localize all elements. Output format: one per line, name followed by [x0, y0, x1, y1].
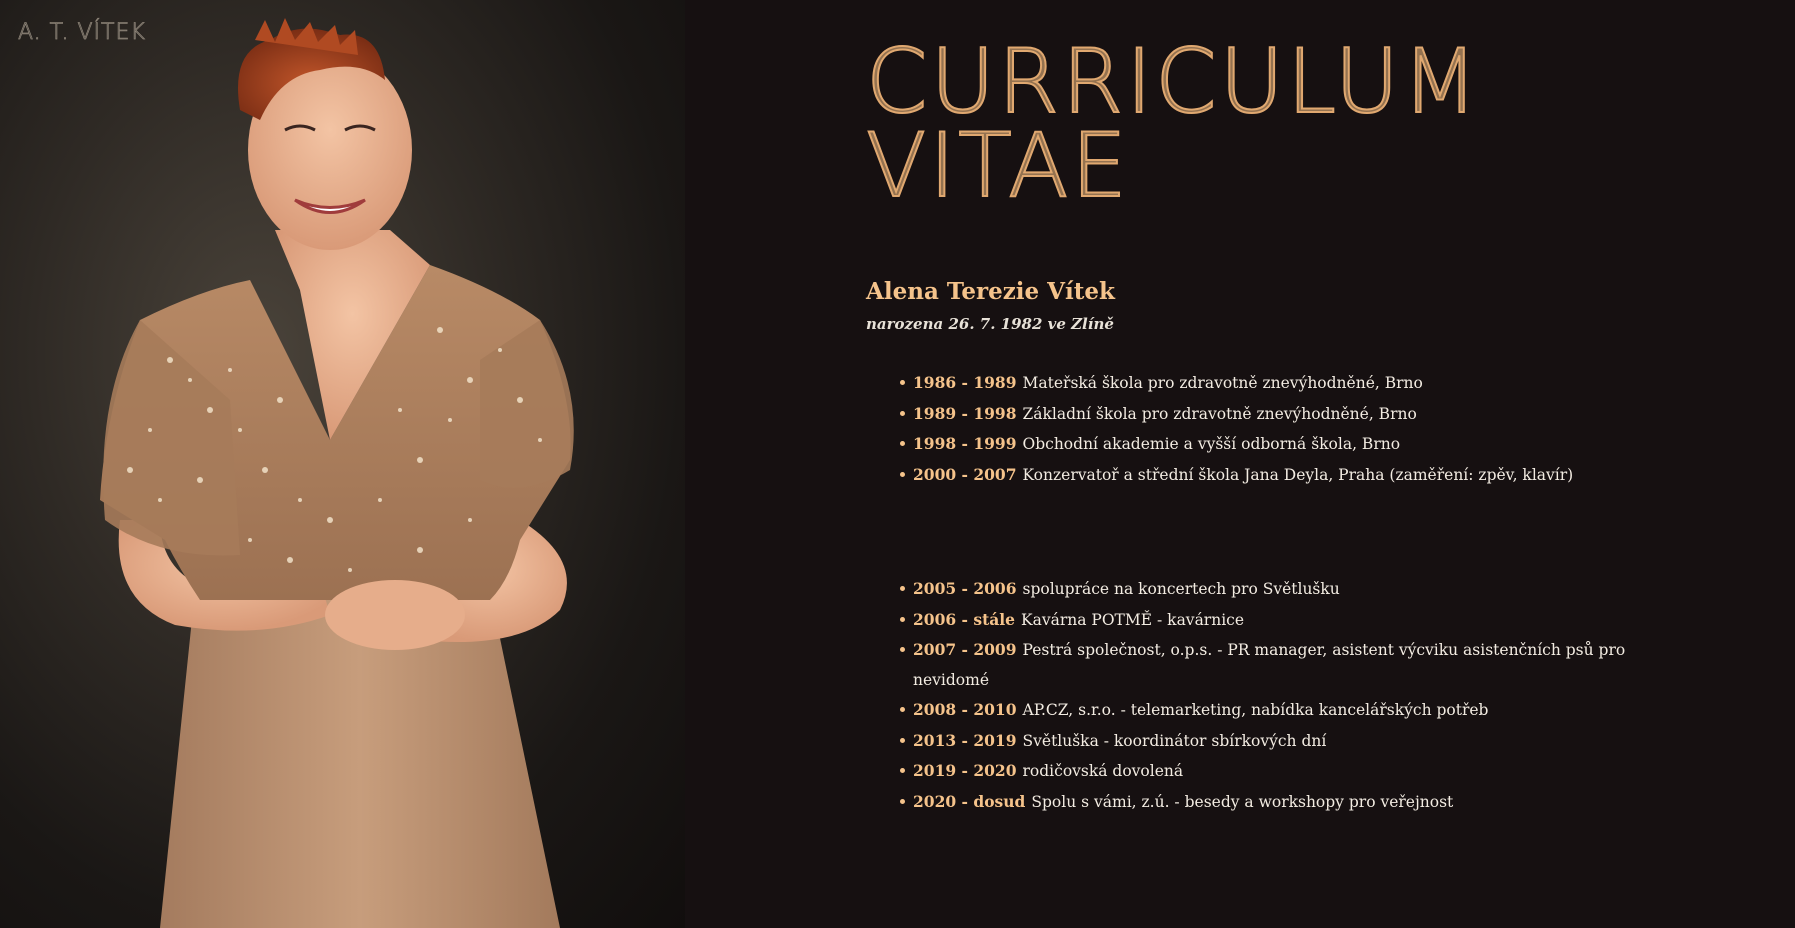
page-title-line-1: CURRICULUM [866, 30, 1481, 133]
work-years: 2008 - 2010 [913, 700, 1017, 719]
portrait-illustration [0, 0, 685, 928]
work-years: 2006 - stále [913, 609, 1016, 629]
work-text: AP.CZ, s.r.o. - telemarketing, nabídka kancelářských potřeb [1022, 701, 1489, 719]
education-years: 1986 - 1989 [913, 373, 1017, 392]
work-years: 2019 - 2020 [913, 761, 1017, 780]
work-text: rodičovská dovolená [1022, 762, 1184, 780]
education-item [913, 460, 1633, 491]
education-years: 2000 - 2007 [913, 464, 1017, 484]
education-item [913, 368, 1633, 399]
portrait-photo [0, 0, 685, 928]
work-text: spolupráce na koncertech pro Světlušku [1022, 580, 1340, 598]
cv-content [866, 0, 1736, 928]
work-text: Kavárna POTMĚ - kavárnice [1021, 610, 1245, 629]
work-years: 2013 - 2019 [913, 730, 1017, 750]
person-name: Alena Terezie Vítek [866, 278, 1115, 305]
work-years: 2007 - 2009 [913, 640, 1017, 659]
site-logo[interactable]: A. T. VÍTEK [18, 20, 146, 45]
work-item [913, 787, 1633, 818]
work-years: 2020 - dosud [913, 791, 1026, 811]
page-title [866, 30, 1481, 217]
work-text: Světluška - koordinátor sbírkových dní [1022, 731, 1327, 750]
birth-info: narozena 26. 7. 1982 ve Zlíně [866, 315, 1114, 333]
work-item [913, 726, 1633, 757]
page-title-line-2: VITAE [866, 114, 1130, 217]
education-item [913, 429, 1633, 460]
education-text: Mateřská škola pro zdravotně znevýhodněné, Brno [1022, 374, 1423, 392]
education-text: Konzervatoř a střední škola Jana Deyla, Praha (zaměření: zpěv, klavír) [1022, 465, 1574, 484]
work-list [866, 574, 1633, 817]
education-text: Obchodní akademie a vyšší odborná škola, Brno [1022, 435, 1401, 453]
education-years: 1998 - 1999 [913, 434, 1017, 453]
work-item [913, 574, 1633, 605]
work-years: 2005 - 2006 [913, 579, 1017, 598]
education-text: Základní škola pro zdravotně znevýhodněné, Brno [1022, 404, 1417, 423]
work-text: Pestrá společnost, o.p.s. - PR manager, asistent výcviku asistenčních psů pro nevidomé [913, 641, 1626, 689]
work-item [913, 695, 1633, 726]
education-item [913, 399, 1633, 430]
work-item [913, 756, 1633, 787]
work-item [913, 605, 1633, 636]
education-years: 1989 - 1998 [913, 403, 1017, 423]
education-list [866, 368, 1633, 490]
work-text: Spolu s vámi, z.ú. - besedy a workshopy pro veřejnost [1031, 792, 1454, 811]
work-item [913, 635, 1633, 695]
